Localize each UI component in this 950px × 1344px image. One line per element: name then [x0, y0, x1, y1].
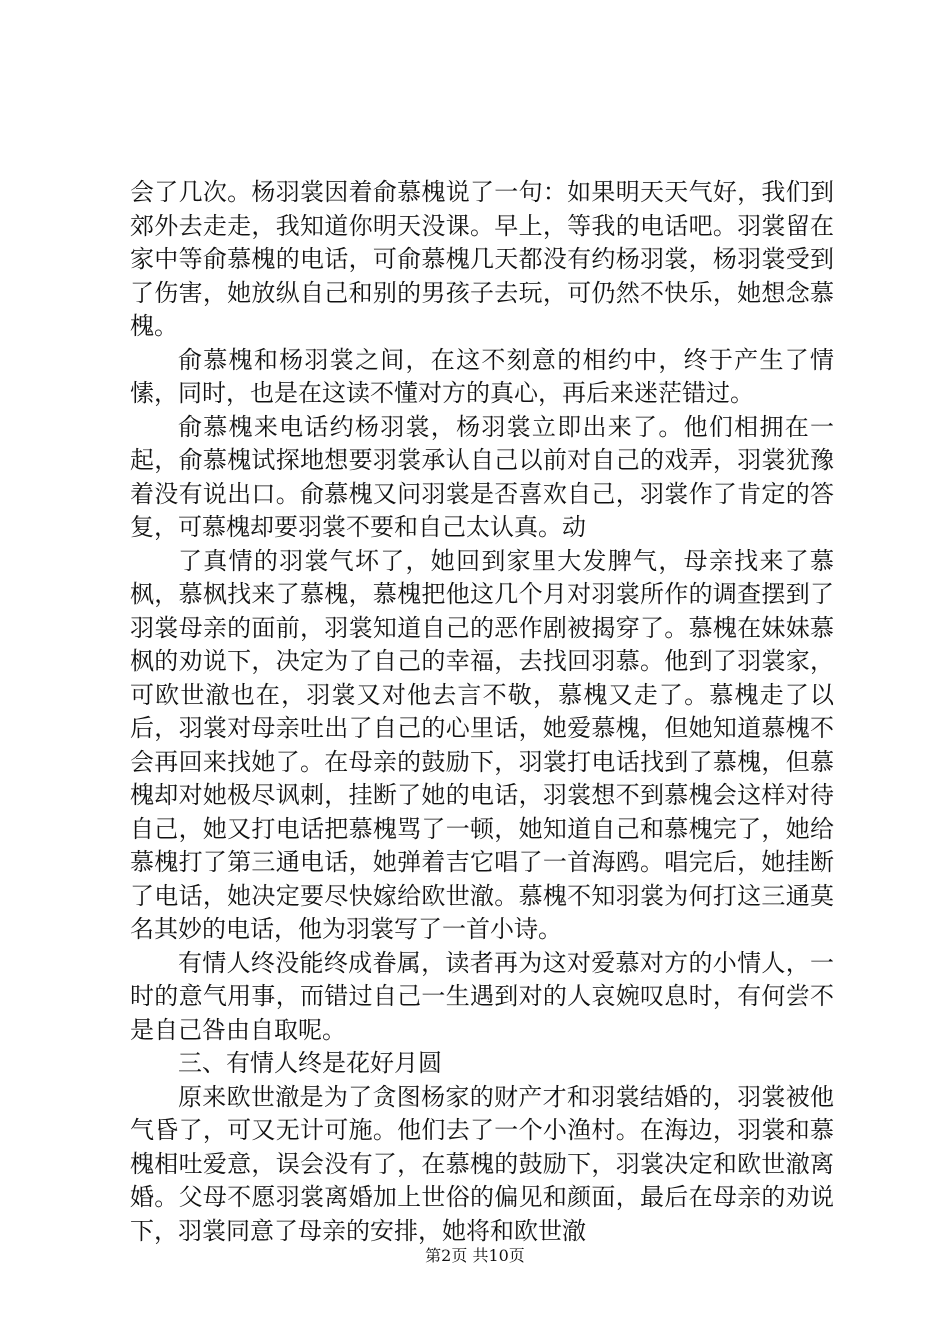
paragraph-1: 会了几次。杨羽裳因着俞慕槐说了一句：如果明天天气好，我们到郊外去走走，我知道你明天没课。早上，等我的电话吧。羽裳留在家中等俞慕槐的电话，可俞慕槐几天都没有约杨羽裳，杨羽裳受到了伤害，她放纵自己和别的男孩子去玩，可仍然不快乐，她想念慕槐。: [130, 178, 834, 340]
paragraph-4: 了真情的羽裳气坏了，她回到家里大发脾气，母亲找来了慕枫，慕枫找来了慕槐，慕槐把他这几个月对羽裳所作的调查摆到了羽裳母亲的面前，羽裳知道自己的恶作剧被揭穿了。慕槐在妹妹慕枫的劝说下，决定为了自己的幸福，去找回羽慕。他到了羽裳家，可欧世澈也在，羽裳又对他去言不敬，慕槐又走了。慕槐走了以后，羽裳对母亲吐出了自己的心里话，她爱慕槐，但她知道慕槐不会再回来找她了。在母亲的鼓励下，羽裳打电话找到了慕槐，但慕槐却对她极尽讽刺，挂断了她的电话，羽裳想不到慕槐会这样对待自己，她又打电话把慕槐骂了一顿，她知道自己和慕槐完了，她给慕槐打了第三通电话，她弹着吉它唱了一首海鸥。唱完后，她挂断了电话，她决定要尽快嫁给欧世澈。慕槐不知羽裳为何打这三通莫名其妙的电话，他为羽裳写了一首小诗。: [130, 546, 834, 943]
paragraph-3: 俞慕槐来电话约杨羽裳，杨羽裳立即出来了。他们相拥在一起，俞慕槐试探地想要羽裳承认自己以前对自己的戏弄，羽裳犹豫着没有说出口。俞慕槐又问羽裳是否喜欢自己，羽裳作了肯定的答复，可慕槐却要羽裳不要和自己太认真。动: [130, 412, 834, 541]
page-footer: 第2页 共10页: [425, 1246, 525, 1265]
paragraph-2: 俞慕槐和杨羽裳之间，在这不刻意的相约中，终于产生了情愫，同时，也是在这读不懂对方的真心，再后来迷茫错过。: [130, 345, 834, 407]
paragraph-5: 有情人终没能终成眷属，读者再为这对爱慕对方的小情人，一时的意气用事，而错过自己一生遇到对的人哀婉叹息时，有何尝不是自己咎由自取呢。: [130, 948, 834, 1044]
paragraph-6: 原来欧世澈是为了贪图杨家的财产才和羽裳结婚的，羽裳被他气昏了，可又无计可施。他们去了一个小渔村。在海边，羽裳和慕槐相吐爱意，误会没有了，在慕槐的鼓励下，羽裳决定和欧世澈离婚。父母不愿羽裳离婚加上世俗的偏见和颜面，最后在母亲的劝说下，羽裳同意了母亲的安排，她将和欧世澈: [130, 1082, 834, 1245]
document-body: [130, 176, 834, 1248]
section-heading: 三、有情人终是花好月圆: [178, 1049, 442, 1077]
